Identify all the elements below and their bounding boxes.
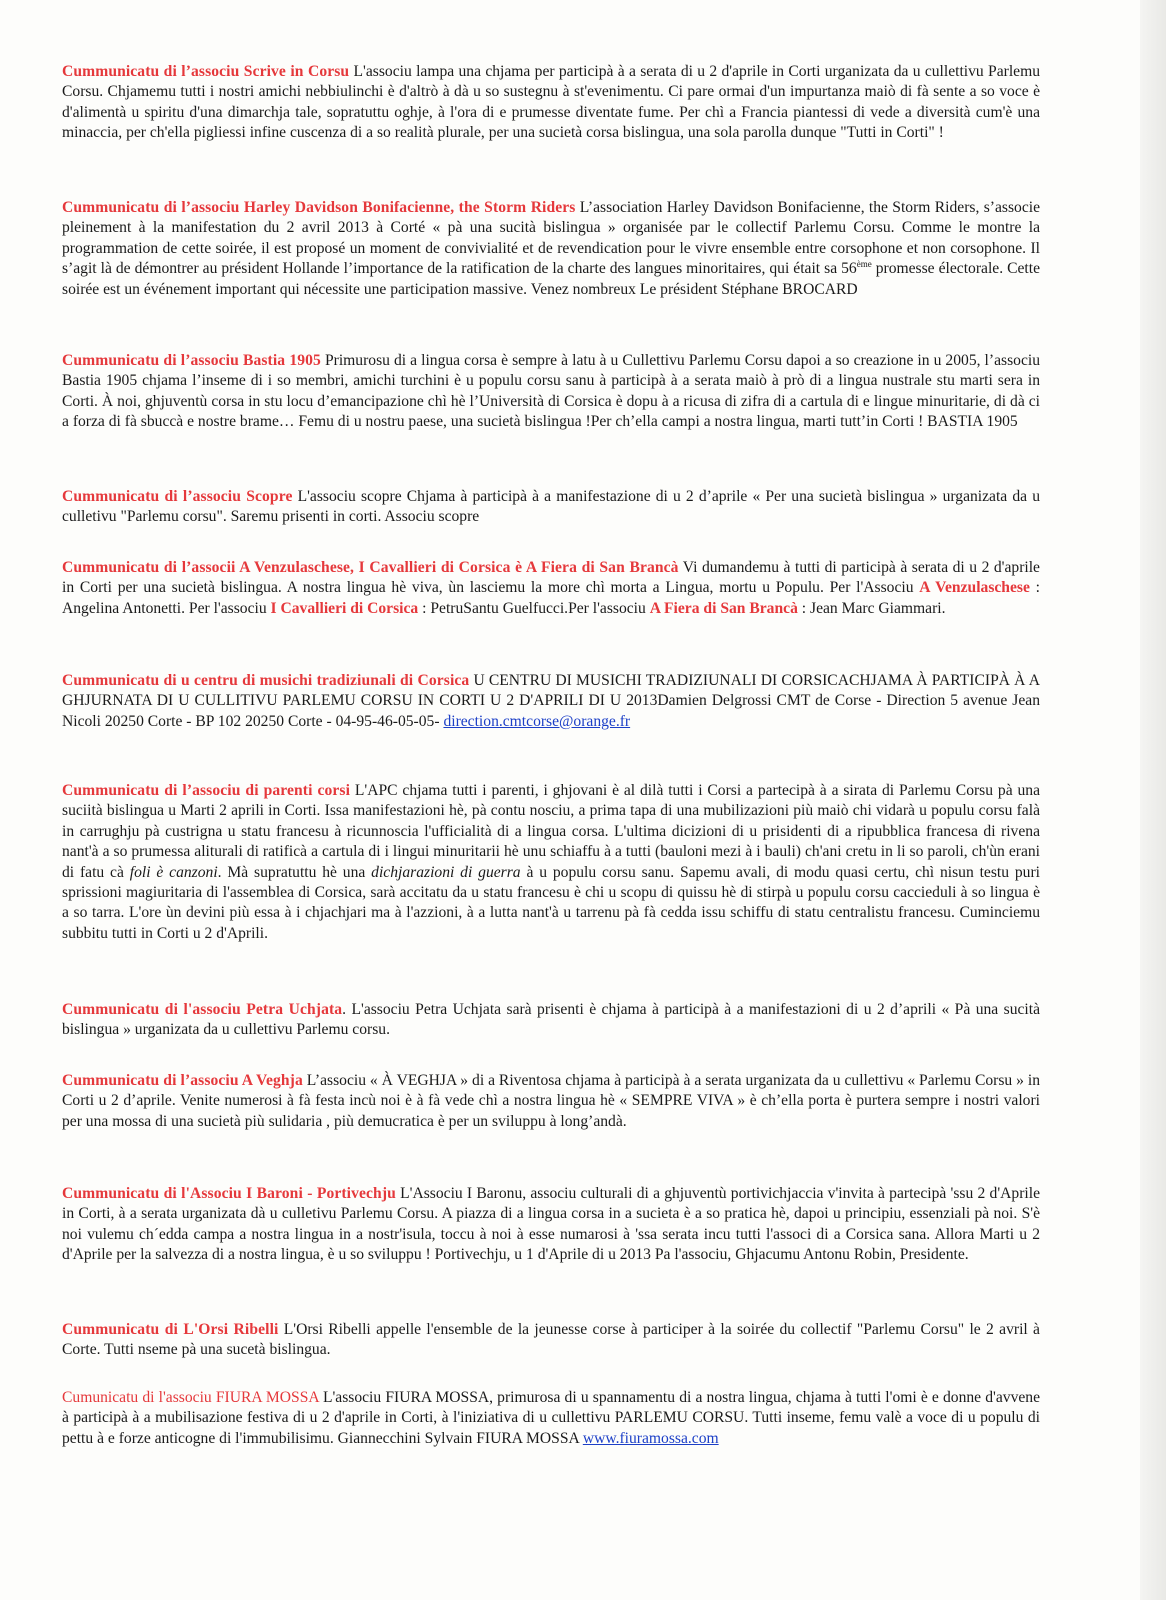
communique-heading: Cummunicatu di l’associu Harley Davidson Bonifacienne, the Storm Riders: [62, 199, 576, 216]
communique-a-veghja: [62, 1071, 1040, 1132]
page-edge: [1140, 0, 1166, 1600]
communique-body-part: à u populu corsu sanu. Sapemu avali, di modu quasi certu, chì nisun testu puri sprissioni magiuritaria di l'assemblea di Corsica, sarà accitatu da u statu francesu è chi u scopu di quissu hè di stirpà u populu corsu caccieduli à so lingua è a so tarra. L'ore ùn devini più essa à i chjachjari ma à l'azzioni, à a lutta nant'à u tarrenu pà fà cedda issu schiffu di statu centralistu francesu. Cuminciemu subbitu tutti in Corti u 2 d'Aprili.: [62, 863, 1041, 942]
communique-body: Vi dumandemu à tutti di participà à serata di u 2 d'aprile in Corti per una sucietà bislingua. A nostra lingua hè viva, ùn lasciemu la more chì morta a Lingua, mortu u Populu. Per l'Associu: [62, 559, 1040, 597]
communique-venzulaschese: [62, 558, 1040, 619]
association-name-venzulaschese: A Venzulaschese: [919, 579, 1030, 597]
communique-body-part: : PetruSantu Guelfucci.Per l'associu: [418, 599, 650, 617]
communique-body-part: . Mà supratuttu hè una: [217, 863, 372, 881]
communique-heading: Cummunicatu di l’associu Scopre: [62, 488, 293, 505]
communique-heading: Cummunicatu di l’associu di parenti corsi: [62, 782, 351, 799]
communique-body: . L'associu Petra Uchjata sarà prisenti è chjama à participà à a manifestazioni di u 2 d’aprili « Pà una sucità bislingua » urganizata da u cullettivu Parlemu corsu.: [62, 1001, 1040, 1039]
communique-body: L'associu scopre Chjama à participà à a manifestazione di u 2 d’aprile « Per una sucietà bislingua » urganizata da u culletivu "Parlemu corsu". Saremu prisenti in corti. Associu scopre: [62, 488, 1040, 526]
communique-body-continued: promesse électorale. Cette soirée est un événement important qui nécessite une participation massive. Venez nombreux Le président Stéphane BROCARD: [62, 260, 1040, 298]
communique-body: L'APC chjama tutti i parenti, i ghjovani è al dilà tutti i Corsi a partecipà à a sirata di Parlemu Corsu pà una suciità bislingua u Marti 2 aprili in Corti. Issa manifestazioni hè, pà contu nosciu, a prima tapa di una mubilizazioni più maiò chi vidarà u populu corsu falà in carrughju pà custrigna u statu francesu à ricunnoscia l'ufficialità di a lingua corsa. L'ultima dicizioni di u prisidenti di a ripubblica francesa di rivena nant'à a so prumessa aliturali di ratificà a cartula di i lingui minuritarii hè unu schiaffu à a tutti (bauloni mezi à i bauli) ch'ani cretu in li so paroli, ch'ùn erani di fatu cà: [62, 782, 1040, 881]
communique-harley-davidson: [62, 198, 1040, 300]
communique-body: L’association Harley Davidson Bonifacienne, the Storm Riders, s’associe pleinement à la manifestation du 2 avril 2013 à Corté « pà una sucità bislingua » organisée par le collectif Parlemu Corsu. Comme le montre la programmation de cette soirée, il est proposé un moment de convivialité et de revendication pour le vivre ensemble entre corsophone et non corsophone. Il s’agit là de démontrer au président Hollande l’importance de la ratification de la charte des langues minoritaires, qui était sa 56: [62, 199, 1040, 278]
communique-scopre: [62, 487, 1040, 528]
communique-bastia-1905: [62, 351, 1040, 433]
communique-petra-uchjata: [62, 1000, 1040, 1041]
communique-i-baroni: [62, 1184, 1040, 1266]
communique-centru-musichi: [62, 671, 1040, 732]
association-name-cavallieri: I Cavallieri di Corsica: [270, 599, 419, 617]
communique-heading: Cummunicatu di l’associu Bastia 1905: [62, 352, 321, 369]
communique-body: L’associu « À VEGHJA » di a Riventosa chjama à participà à a serata urganizata da u cullettivu « Parlemu Corsu » in Corti u 2 d’aprile. Venite numerosi à fà festa incù noi è à fà vede chì a nostra lingua hè « SEMPRE VIVA » è ch’ella porta è purtera sempre i nostri valori per una mossa di una sucietà più sulidaria , più demucratica è per un sviluppu à long’andà.: [62, 1072, 1040, 1130]
communique-parenti-corsi: [62, 781, 1040, 944]
italic-phrase: foli è canzoni: [129, 863, 218, 881]
email-link[interactable]: direction.cmtcorse@orange.fr: [443, 712, 631, 730]
communique-body: L'Orsi Ribelli appelle l'ensemble de la jeunesse corse à participer à la soirée du collectif "Parlemu Corsu" le 2 avril à Corte. Tutti nseme pà una sucetà bislingua.: [62, 1321, 1040, 1359]
communique-heading: Cummunicatu di u centru di musichi tradiziunali di Corsica: [62, 672, 470, 689]
communique-body: L'associu FIURA MOSSA, primurosa di u spannamentu di a nostra lingua, chjama à tutti l'omi è e donne d'avvene à participà à a mubilisazione festiva di u 2 d'aprile in Corti, à l'iniziativa di u cullettivu PARLEMU CORSU. Tutti inseme, femu valè a voce di u populu di pettu à e forze anticogne di l'immubilisimu. Giannecchini Sylvain FIURA MOSSA: [62, 1389, 1041, 1447]
communique-heading: Cumunicatu di l'associu FIURA MOSSA: [62, 1389, 319, 1406]
association-name-fiera: A Fiera di San Brancà: [649, 599, 798, 617]
communique-heading: Cummunicatu di L'Orsi Ribelli: [62, 1321, 279, 1338]
italic-phrase: dichjarazioni di guerra: [371, 863, 521, 881]
ordinal-superscript: ème: [856, 259, 872, 270]
communique-body: L'associu lampa una chjama per participà à a serata di u 2 d'aprile in Corti urganizata da u cullettivu Parlemu Corsu. Chjamemu tutti i nostri amichi nebbiulinchi è d'altrò à dà u so sustegnu à st'evenimentu. Ci pare ormai d'un impurtanza maiò di fà sente a so voce è d'alimentà u spiritu d'una dimarchja tale, sopratuttu oghje, à l'ora di e prumesse diventate fume. Per chì a Francia piantessi di vede a diversità cum'è una minaccia, per ch'ella pigliessi infine cuscenza di a so realità plurale, per una sucietà corsa bislingua, una sola parolla dunque "Tutti in Corti" !: [62, 63, 1041, 142]
communique-heading: Cummunicatu di l'associu Petra Uchjata: [62, 1001, 343, 1018]
communique-heading: Cummunicatu di l’associu Scrive in Corsu: [62, 63, 350, 80]
communique-heading: Cummunicatu di l’associi A Venzulaschese, I Cavallieri di Corsica è A Fiera di San Brancà: [62, 559, 679, 576]
communique-heading: Cummunicatu di l’associu A Veghja: [62, 1072, 303, 1089]
website-link[interactable]: www.fiuramossa.com: [582, 1429, 719, 1447]
communique-fiura-mossa: [62, 1388, 1040, 1449]
communique-scrive-in-corsu: [62, 62, 1040, 144]
communique-body-part: : Angelina Antonetti. Per l'associu: [62, 579, 1040, 617]
communique-heading: Cummunicatu di l'Associu I Baroni - Portivechju: [62, 1185, 396, 1202]
communique-body: Primurosu di a lingua corsa è sempre à latu à u Cullettivu Parlemu Corsu dapoi a so creazione in u 2005, l’associu Bastia 1905 chjama l’inseme di i so membri, amichi turchini è u populu corsu sanu à participà à a serata maiò à prò di a lingua nustrale stu marti sera in Corti. À noi, ghjuventù corsa in stu locu d’emancipazione chì hè l’Università di Corsica è dopu à a ricusa di zifra di a cartula di e lingue minuritarie, di dà ci a forza di fà sbuccà e nostre brame… Femu di u nostru paese, una sucietà bislingua !Per ch’ella campi a nostra lingua, marti tutt’in Corti ! BASTIA 1905: [62, 352, 1040, 431]
communique-body: U CENTRU DI MUSICHI TRADIZIUNALI DI CORSICACHJAMA À PARTICIPÀ À A GHJURNATA DI U CULLITIVU PARLEMU CORSU IN CORTI U 2 D'APRILI DI U 2013Damien Delgrossi CMT de Corse - Direction 5 avenue Jean Nicoli 20250 Corte - BP 102 20250 Corte - 04-95-46-05-05-: [62, 672, 1040, 730]
communique-body: L'Associu I Baronu, associu culturali di a ghjuventù portivichjaccia v'invita à partecipà 'ssu 2 d'Aprile in Corti, à a serata urganizata dà u culletivu Parlemu Corsu. A piazza di a lingua corsa in a sucieta è a so pratica hè, dapoi u principiu, essenziali pà noi. S'è noi vulemu ch´edda campa a nostra lingua in a nostr'isula, toccu à noi à esse numarosi à 'ssa serata incu tutti l'associ di a Corsica sana. Allora Marti u 2 d'Aprile per la salvezza di a nostra lingua, è u so sviluppu ! Portivechju, u 1 d'Aprile di u 2013 Pa l'associu, Ghjacumu Antonu Robin, Presidente.: [62, 1185, 1040, 1264]
communique-orsi-ribelli: [62, 1320, 1040, 1361]
communique-body-part: : Jean Marc Giammari.: [797, 599, 946, 617]
